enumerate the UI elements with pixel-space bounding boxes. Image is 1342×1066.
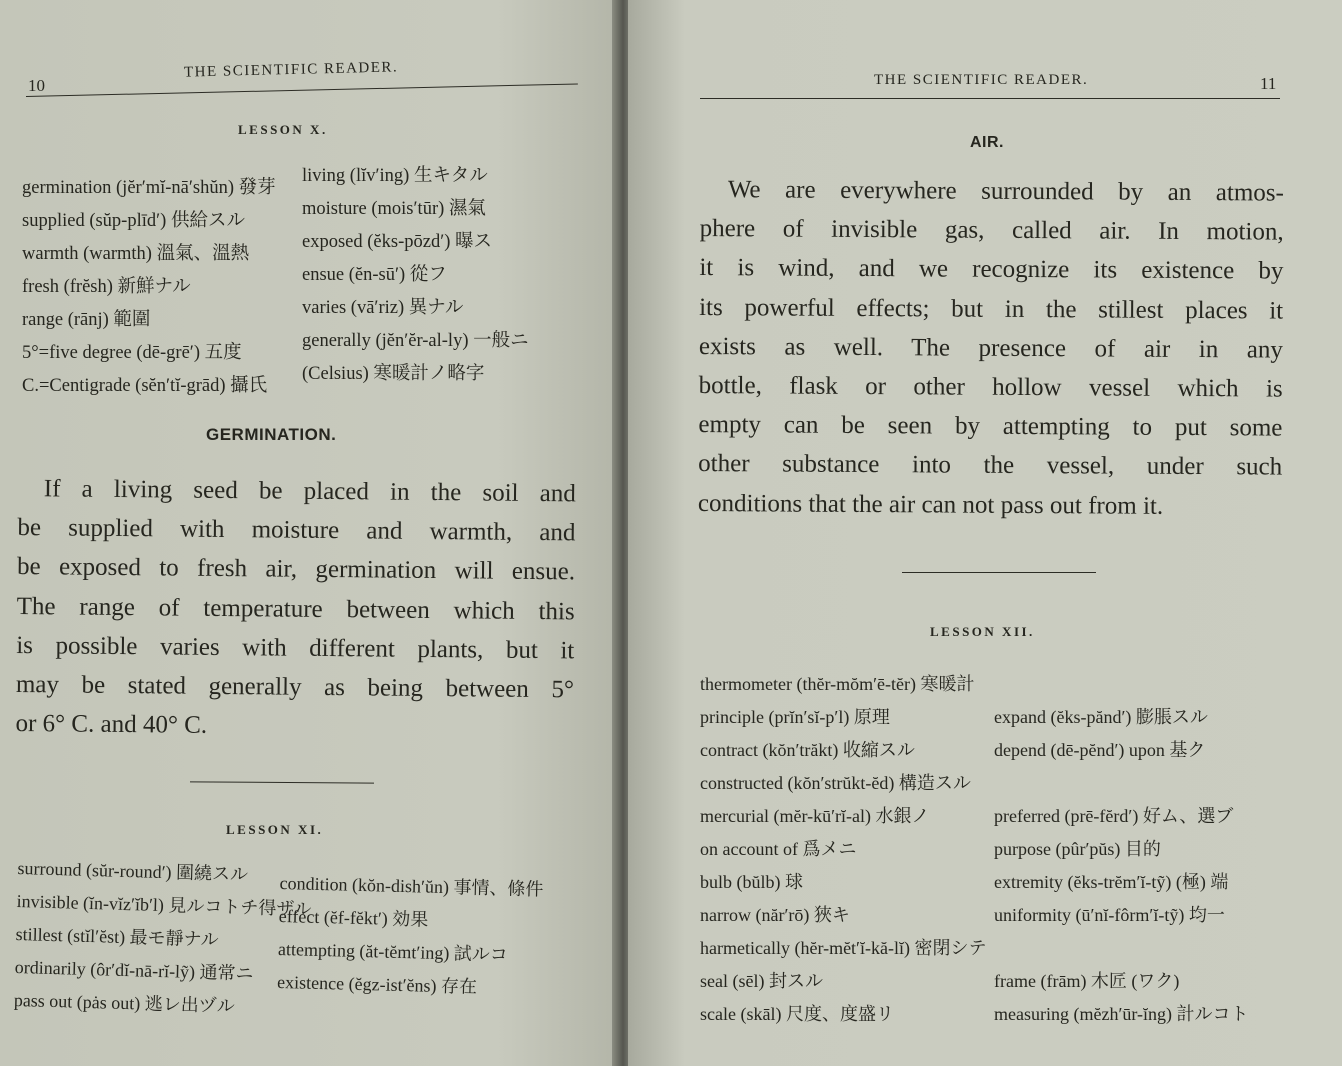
text-line: it is wind, and we recognize its existence by xyxy=(699,254,1284,285)
lesson-x-title: LESSON X. xyxy=(238,122,328,137)
left-page xyxy=(0,0,620,1066)
text-line: The range of temperature between which this xyxy=(16,592,575,625)
vocab-item: uniformity (ū′nĭ-fôrm′ĭ-tỹ) 均一 xyxy=(994,905,1225,925)
section-divider xyxy=(902,572,1096,573)
text-line: be supplied with moisture and warmth, and xyxy=(17,514,576,547)
vocab-item: principle (prĭn′sĭ-p′l) 原理 xyxy=(700,707,890,727)
germination-heading: GERMINATION. xyxy=(206,425,337,444)
section-divider xyxy=(190,781,374,783)
right-header-rule xyxy=(700,98,1280,99)
vocab-item: range (rānj) 範圍 xyxy=(22,310,151,330)
vocab-item: attempting (ăt-tĕmt′ing) 試ルコ xyxy=(277,938,509,965)
vocab-item: ordinarily (ôr′dĭ-nā-rĭ-lỹ) 通常ニ xyxy=(14,956,254,984)
vocab-item: C.=Centigrade (sĕn′tĭ-grād) 攝氏 xyxy=(22,376,268,396)
text-line: other substance into the vessel, under such xyxy=(698,450,1283,481)
vocab-item: warmth (warmth) 溫氣、溫熱 xyxy=(22,244,250,264)
text-line: phere of invisible gas, called air. In motion, xyxy=(699,215,1284,246)
vocab-item: existence (ĕgz-ist′ĕns) 存在 xyxy=(276,971,478,997)
vocab-item: extremity (ĕks-trĕm′ĭ-tỹ) (極) 端 xyxy=(994,872,1229,892)
text-line: may be stated generally as being between 5° xyxy=(15,670,575,704)
vocab-item: bulb (bŭlb) 球 xyxy=(700,872,803,892)
right-page-number: 11 xyxy=(1260,74,1277,93)
vocab-item: living (lĭv′ing) 生キタル xyxy=(302,166,488,186)
lesson-xi-title: LESSON XI. xyxy=(226,822,324,837)
vocab-item: seal (sēl) 封スル xyxy=(700,971,823,991)
vocab-item: scale (skāl) 尺度、度盛リ xyxy=(700,1004,894,1024)
vocab-item: on account of 爲メニ xyxy=(700,839,857,859)
text-line: If a living seed be placed in the soil and xyxy=(43,475,576,508)
text-line: is possible varies with different plants, but it xyxy=(16,631,575,665)
vocab-item: depend (dē-pĕnd′) upon 基ク xyxy=(994,740,1206,760)
vocab-item: stillest (stĭl′ĕst) 最モ靜ナル xyxy=(15,923,219,950)
vocab-item: condition (kŏn-dish′ŭn) 事情、條件 xyxy=(279,872,544,900)
vocab-item: preferred (prē-fĕrd′) 好ム、選ブ xyxy=(994,806,1234,826)
vocab-item: (Celsius) 寒暖計ノ略字 xyxy=(302,364,485,384)
text-line: conditions that the air can not pass out from it. xyxy=(697,489,1164,520)
vocab-item: pass out (pȧs out) 逃レ出ヅル xyxy=(13,989,236,1017)
lesson-x-vocab-col2 xyxy=(302,160,592,391)
vocab-item: measuring (mĕzh′ūr-ĭng) 計ルコト xyxy=(994,1004,1249,1024)
germination-paragraph xyxy=(15,469,576,749)
vocab-item: harmetically (hĕr-mĕt′ĭ-kă-lĭ) 密閉シテ xyxy=(700,938,987,958)
vocab-item: surround (sŭr-round′) 圍繞スル xyxy=(17,857,249,885)
vocab-item: narrow (năr′rō) 狹キ xyxy=(700,905,850,925)
vocab-item: purpose (pûr′pŭs) 目的 xyxy=(994,839,1161,859)
left-header-rule xyxy=(26,83,578,97)
vocab-item: supplied (sŭp-plīd′) 供給スル xyxy=(22,211,245,231)
vocab-item: ensue (ĕn-sū′) 從フ xyxy=(302,265,447,285)
text-line: its powerful effects; but in the stillest places it xyxy=(699,293,1284,325)
vocab-item: generally (jĕn′ĕr-al-ly) 一般ニ xyxy=(302,331,529,351)
left-running-head: THE SCIENTIFIC READER. xyxy=(183,59,399,81)
lesson-xii-vocab-col2 xyxy=(994,701,1294,1031)
vocab-item: frame (frām) 木匠 (ワク) xyxy=(994,971,1180,991)
vocab-item: invisible (ĭn-vĭz′ĭb′l) 見ルコトチ得ザル xyxy=(16,890,312,920)
text-line: empty can be seen by attempting to put some xyxy=(698,411,1283,442)
right-page xyxy=(628,0,1342,1066)
text-line: bottle, flask or other hollow vessel which is xyxy=(698,371,1283,403)
text-line: We are everywhere surrounded by an atmos- xyxy=(727,176,1284,207)
lesson-xii-vocab-col1 xyxy=(700,668,1010,1031)
vocab-item: mercurial (mĕr-kū′rĭ-al) 水銀ノ xyxy=(700,806,930,826)
lesson-x-vocab-col1 xyxy=(22,172,312,403)
lesson-xii-title: LESSON XII. xyxy=(930,624,1035,639)
lesson-xi-vocab-col1 xyxy=(13,852,312,1024)
vocab-item: constructed (kŏn′strŭkt-ĕd) 構造スル xyxy=(700,773,971,793)
text-line: be exposed to fresh air, germination will ensue. xyxy=(16,553,576,586)
vocab-item: expand (ĕks-pănd′) 膨脹スル xyxy=(994,707,1208,727)
text-line: exists as well. The presence of air in any xyxy=(698,332,1283,364)
vocab-item: thermometer (thĕr-mŏm′ē-tĕr) 寒暖計 xyxy=(700,674,975,694)
air-heading: AIR. xyxy=(970,134,1004,151)
vocab-item: germination (jĕr′mĭ-nā′shŭn) 發芽 xyxy=(22,178,276,198)
vocab-item: varies (vā′riz) 異ナル xyxy=(302,298,464,318)
text-line: or 6° C. and 40° C. xyxy=(15,710,208,739)
left-page-number: 10 xyxy=(28,76,45,95)
air-paragraph xyxy=(698,170,1284,526)
vocab-item: 5°=five degree (dē-grē′) 五度 xyxy=(22,343,242,363)
vocab-item: moisture (mois′tūr) 濕氣 xyxy=(302,199,486,219)
vocab-item: contract (kŏn′trăkt) 收縮スル xyxy=(700,740,915,760)
vocab-item: fresh (frĕsh) 新鮮ナル xyxy=(22,277,191,297)
right-running-head: THE SCIENTIFIC READER. xyxy=(874,72,1089,88)
lesson-xi-vocab-col2 xyxy=(277,867,580,1006)
vocab-item: effect (ĕf-fĕkt′) 効果 xyxy=(278,905,429,930)
vocab-item: exposed (ĕks-pōzd′) 曝ス xyxy=(302,232,493,252)
